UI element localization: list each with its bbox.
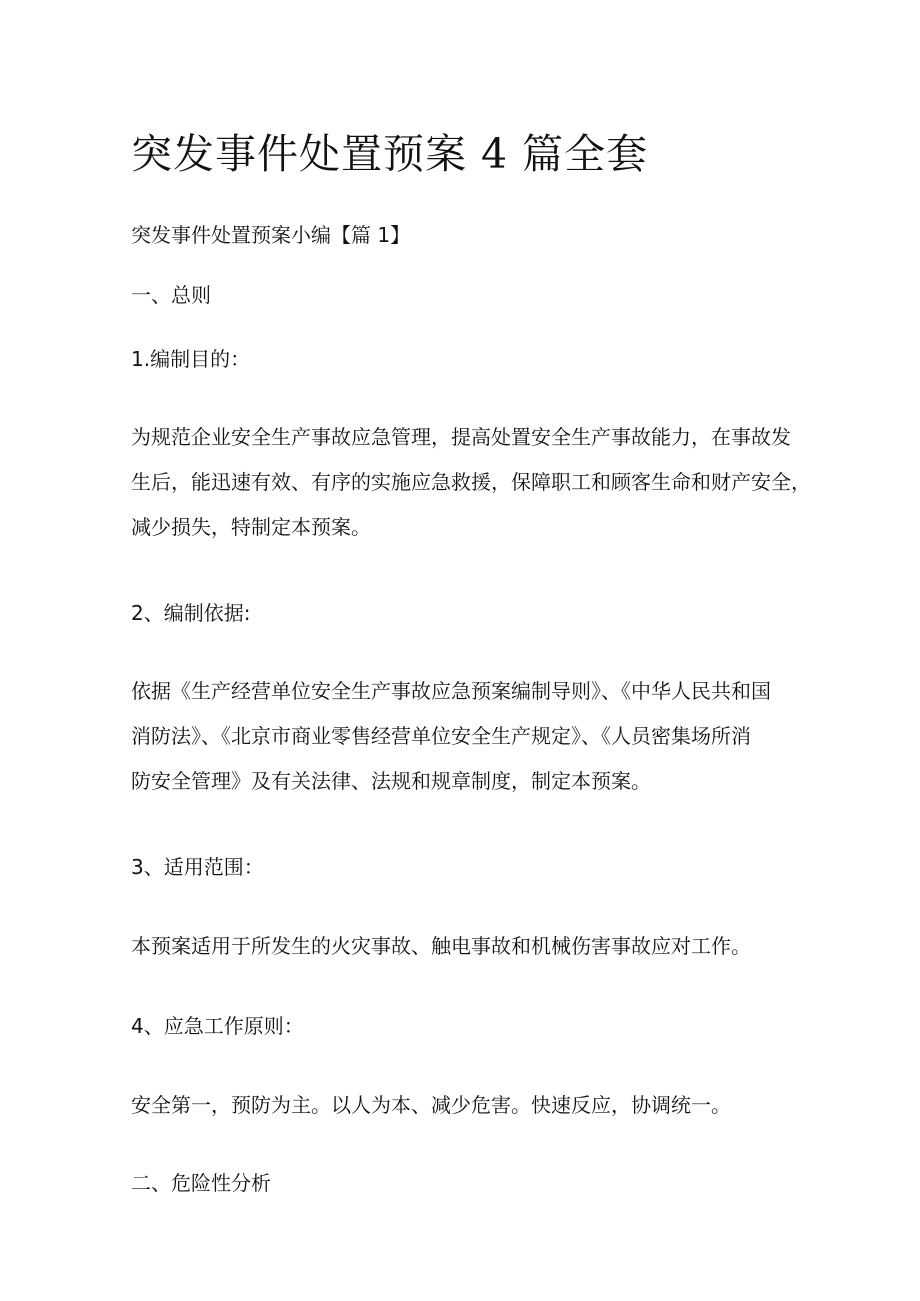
item-heading-scope: 3、适用范围：: [131, 855, 264, 879]
paragraph-line: 消防法》、《北京市商业零售经营单位安全生产规定》、《人员密集场所消: [131, 724, 751, 748]
section-heading-risk-analysis: 二、危险性分析: [131, 1171, 271, 1195]
document-subtitle: 突发事件处置预案小编【篇 1】: [131, 223, 411, 247]
paragraph-basis: [131, 669, 799, 804]
paragraph-scope: 本预案适用于所发生的火灾事故、触电事故和机械伤害事故应对工作。: [131, 934, 751, 958]
item-heading-purpose: 1.编制目的：: [131, 347, 251, 371]
document-title: 突发事件处置预案 4 篇全套: [131, 130, 649, 178]
paragraph-principles: 安全第一，预防为主。以人为本、减少危害。快速反应，协调统一。: [131, 1093, 731, 1117]
paragraph-line: 生后，能迅速有效、有序的实施应急救援，保障职工和顾客生命和财产安全，: [131, 470, 811, 494]
section-heading-general: 一、总则: [131, 283, 211, 307]
paragraph-line: 为规范企业安全生产事故应急管理，提高处置安全生产事故能力，在事故发: [131, 425, 791, 449]
paragraph-line: 防安全管理》及有关法律、法规和规章制度，制定本预案。: [131, 769, 651, 793]
paragraph-line: 依据《生产经营单位安全生产事故应急预案编制导则》、《中华人民共和国: [131, 679, 771, 703]
item-heading-principles: 4、应急工作原则：: [131, 1014, 304, 1038]
paragraph-line: 减少损失，特制定本预案。: [131, 515, 371, 539]
item-heading-basis: 2、编制依据:: [131, 601, 251, 625]
paragraph-purpose: [131, 415, 811, 550]
